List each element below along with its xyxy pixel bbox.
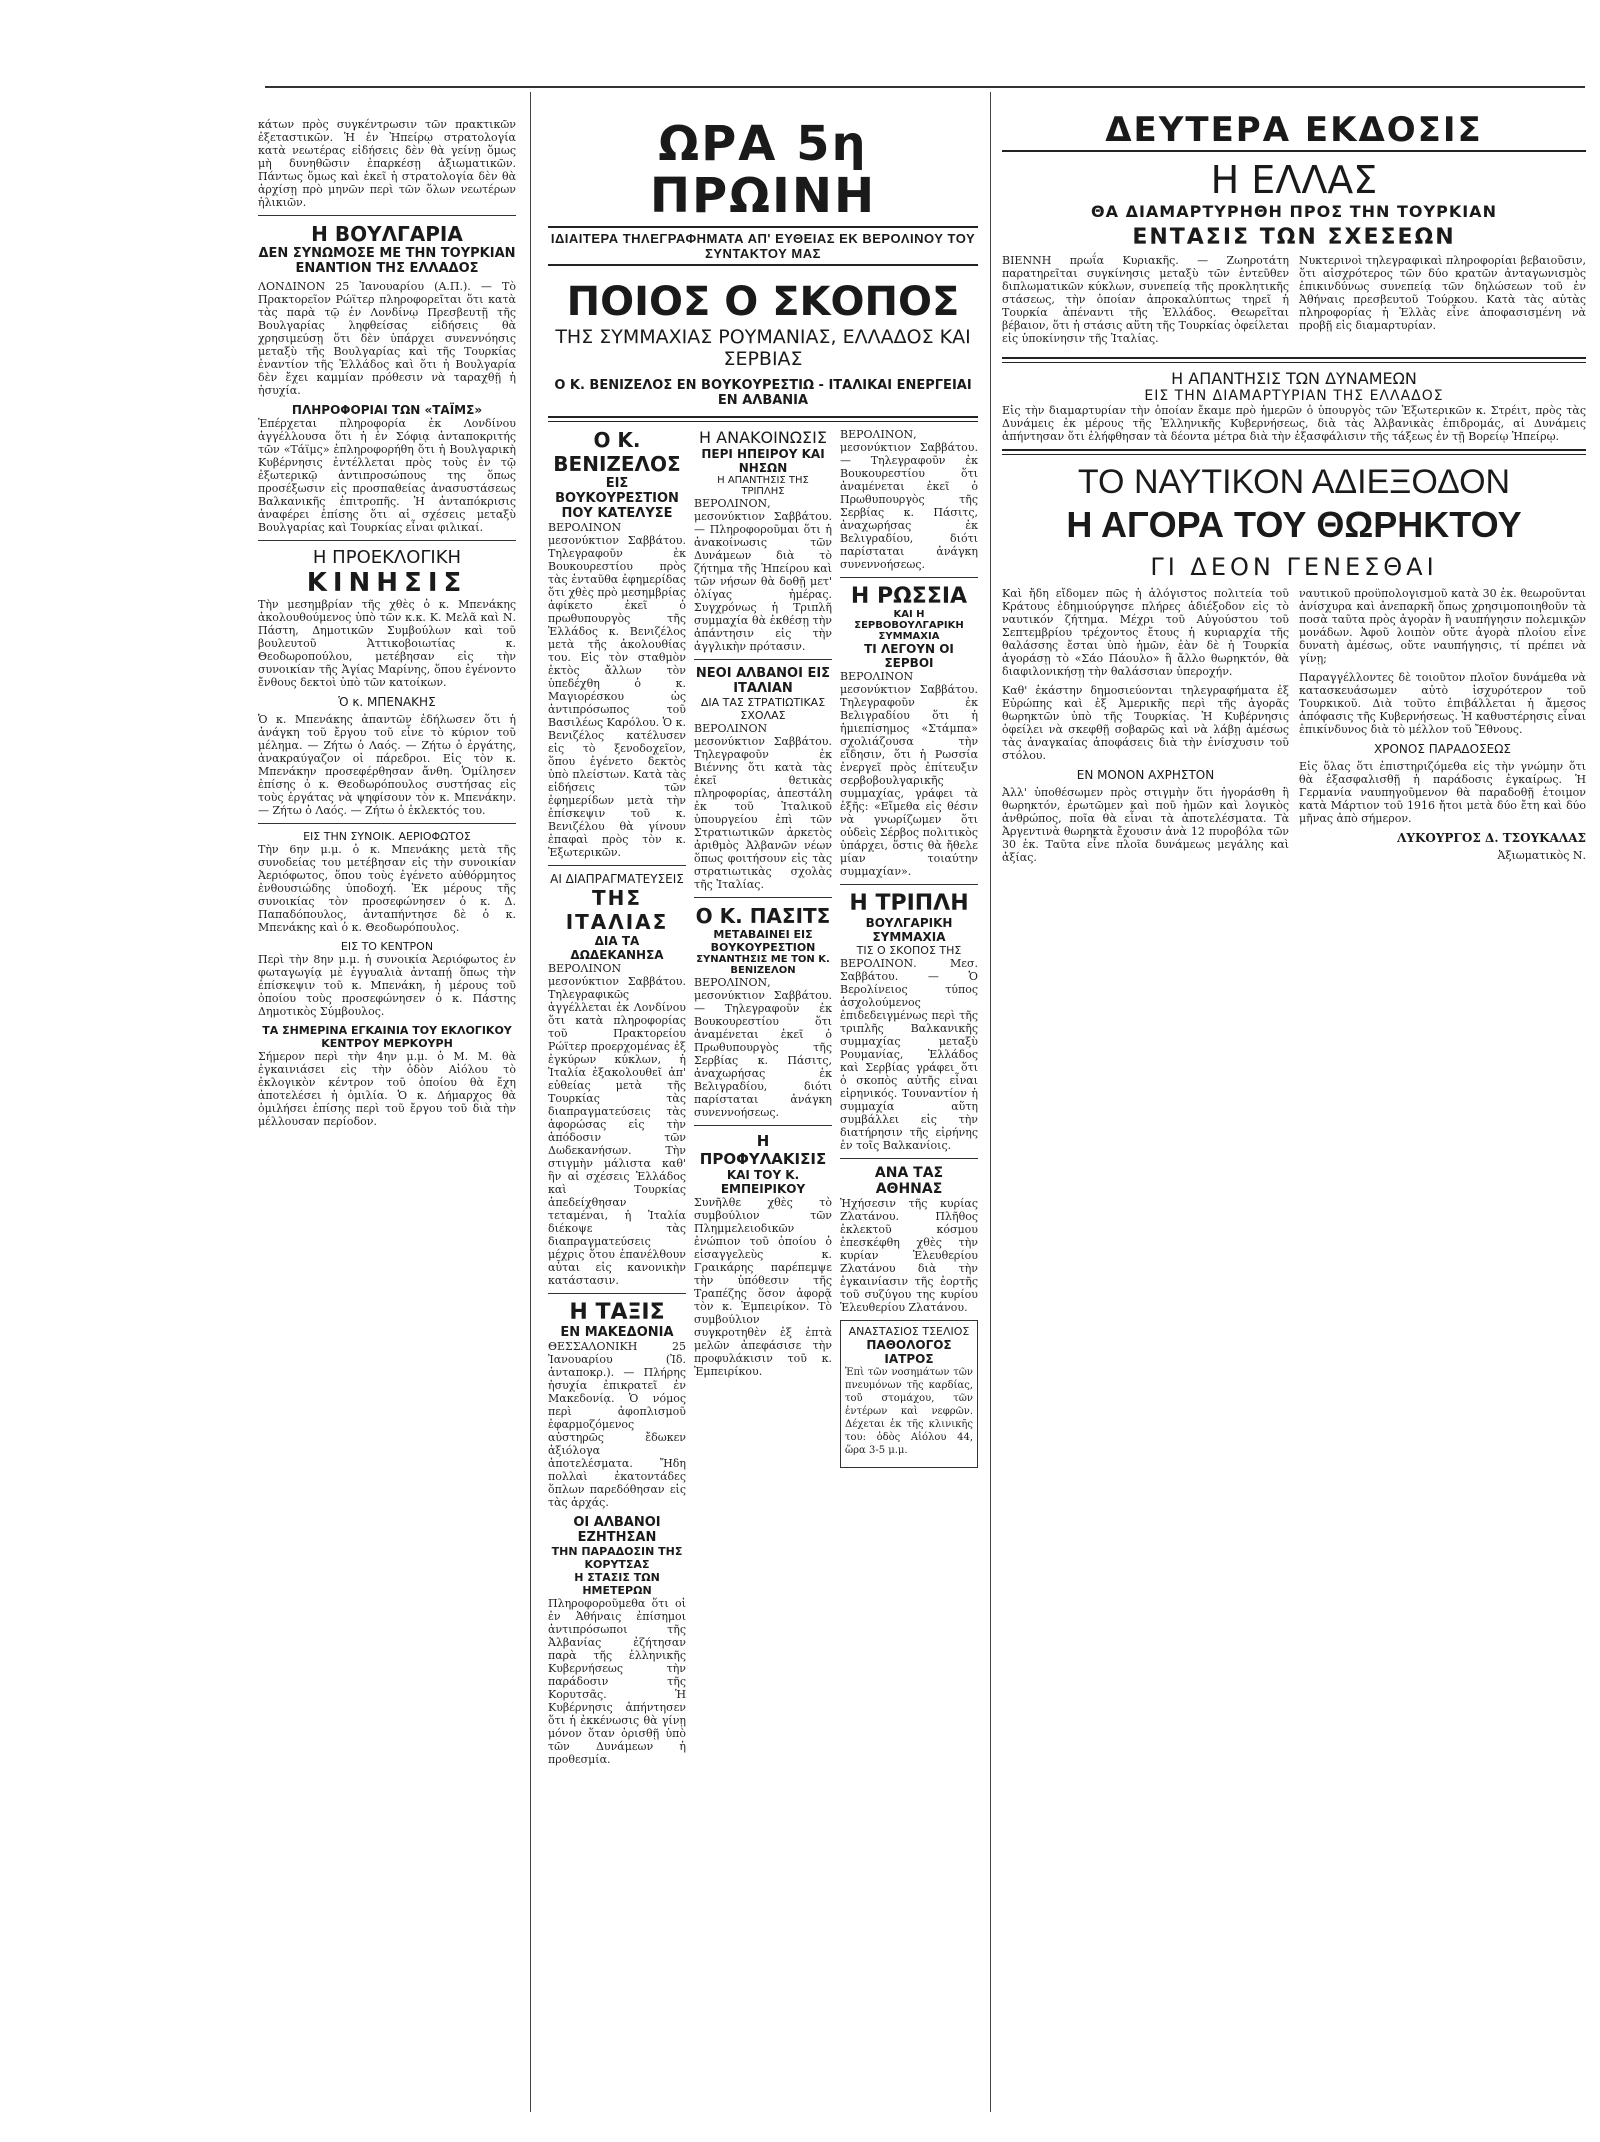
advert-title: ΠΑΘΟΛΟΓΟΣ ΙΑΤΡΟΣ: [866, 1338, 952, 1366]
article-body: Τὴν μεσημβρίαν τῆς χθὲς ὁ κ. Μπενάκης ἀκολουθούμενος ὑπὸ τῶν κ.κ. Κ. Μελᾶ καὶ Ν. Πάστη, Δημοτικῶν Συμβούλων καὶ τοῦ βουλευτοῦ Ἀττικοβοιωτίας κ. Θεοδωροπούλου, μετέβησαν εἰς τὴν συνοικίαν τῆς Ἁγίας Μαρίνης, ὅπου ἐγένοντο ἔνθους δεκτοὶ ὑπὸ τῶν κατοίκων.: [258, 598, 516, 689]
article-body: Νυκτερινοὶ τηλεγραφικαὶ πληροφορίαι βεβαιοῦσιν, ὅτι αἰσχρότερος τῶν δύο κρατῶν ἀνταγωνισμὸς ἐπικινδύνως συνεπείᾳ τῶν δηλώσεων τοῦ ἐν Ἀθήναις πρεσβευτοῦ Τούρκου. Κατὰ τὰς αὐτὰς πληροφορίας ἡ Ἑλλὰς εἶνε ἀποφασισμένη νὰ προβῇ εἰς διαμαρτυρίαν.: [1299, 254, 1586, 332]
article-body: Σήμερον περὶ τὴν 4ην μ.μ. ὁ Μ. Μ. θὰ ἐγκαινιάσει εἰς τὴν ὁδὸν Αἰόλου τὸ ἐκλογικὸν κέντρον τοῦ ὁποίου θὰ ἔχη ἀποτελέσει ἡ ὁμιλία. Ὁ κ. Δήμαρχος θὰ ὁμιλήσει ἐπίσης περὶ τοῦ ἔργου τοῦ διὰ τὴν μέλλουσαν περίοδον.: [258, 1050, 516, 1128]
subhead: ΘΑ ΔΙΑΜΑΡΤΥΡΗΘΗ ΠΡΟΣ ΤΗΝ ΤΟΥΡΚΙΑΝ: [1091, 202, 1497, 221]
article-body: Ἀλλ' ὑποθέσωμεν πρὸς στιγμὴν ὅτι ἠγοράσθη ἢ θωρηκτόν, ἐρωτῶμεν καὶ ποῦ ἡμῶν καὶ λογικὸς ἀνθρώπος, ποῖα θὰ εἶναι τὰ ἀποτελέσματα. Τὰ Ἀργεντινὰ θωρηκτὰ ἔχουσιν ἀνὰ 12 πυροβόλα τῶν 30 ἑκ. Ταῦτα εἶνε πλοῖα δυνάμεως μεγάλης καὶ ἀξίας.: [1002, 786, 1289, 864]
headline-italia: ΤΗΣ ΙΤΑΛΙΑΣ: [565, 886, 669, 934]
author-role: Ἀξιωματικὸς Ν.: [1497, 849, 1586, 862]
subhead: ΔΙΑ ΤΑ ΔΩΔΕΚΑΝΗΣΑ: [570, 934, 664, 962]
article-body: Τὴν 6ην μ.μ. ὁ κ. Μπενάκης μετὰ τῆς συνοδείας του μετέβησαν εἰς τὴν συνοικίαν Ἀεριόφωτος, ὅπου τοὺς ἐγένετο αὐθόρμητος ἐνθουσιώδης ὑποδοχή. Ἐκ μέρους τῆς συνοικίας τὸν προσεφώνησεν ὁ κ. Δ. Παπαδόπουλος, ἀνταπήντησε δὲ ὁ κ. Μπενάκης καὶ ὁ κ. Θεοδωρόπουλος.: [258, 843, 516, 934]
subcolumn: [840, 428, 978, 1772]
article-body: ΘΕΣΣΑΛΟΝΙΚΗ 25 Ἰανουαρίου (Ἰδ. ἀνταποκρ.). — Πλήρης ἡσυχία ἐπικρατεῖ ἐν Μακεδονίᾳ. Ὁ νόμος περὶ ἀφοπλισμοῦ ἐφαρμοζόμενος αὐστηρῶς ἔδωκεν ἀξιόλογα ἀποτελέσματα. Ἤδη πολλαὶ ἐκατοντάδες ὅπλων παρεδόθησαν εἰς τὰς ἀρχάς.: [548, 1340, 686, 1509]
headline-tripli: Η ΤΡΙΠΛΗ: [849, 891, 969, 916]
subhead: ΚΑΙ Η ΣΕΡΒΟΒΟΥΛΓΑΡΙΚΗ ΣΥΜΜΑΧΙΑ: [854, 609, 964, 642]
center-column: [548, 118, 978, 1772]
subhead: ΟΙ ΑΛΒΑΝΟΙ ΕΖΗΤΗΣΑΝ: [573, 1515, 661, 1545]
divider: [840, 1158, 978, 1159]
subhead: ΕΙΣ ΤΗΝ ΔΙΑΜΑΡΤΥΡΙΑΝ ΤΗΣ ΕΛΛΑΔΟΣ: [1144, 388, 1444, 404]
divider: [258, 823, 516, 824]
left-column: [258, 118, 516, 1134]
subhead: ΕΝ ΜΑΚΕΔΟΝΙΑ: [560, 1325, 674, 1340]
headline-profylaxis: Η ΠΡΟΦΥΛΑΚΙΣΙΣ: [699, 1132, 827, 1168]
article-body: ΒΕΡΟΛΙΝΟΝ. Μεσ. Σαββάτου. — Ὁ Βερολίνειος τύπος ἀσχολούμενος ἐπιδεδειγμένως περὶ τῆς τριπλῆς Βαλκανικῆς συμμαχίας μεταξὺ Ρουμανίας, Ἑλλάδος καὶ Σερβίας γράφει ὅτι ὁ σκοπὸς αὐτῆς εἶναι εἰρηνικός. Τουναντίον ἡ συμμαχία αὕτη συμβάλλει εἰς τὴν διατήρησιν τῆς εἰρήνης ἐν τοῖς Βαλκανίοις.: [840, 957, 978, 1152]
column-divider: [530, 92, 531, 2112]
article-body: ΒΕΡΟΛΙΝΟΝ, μεσονύκτιον Σαββάτου. — Τηλεγραφοῦν ἐκ Βουκουρεστίου ὅτι ἀναμένεται ἐκεῖ ὁ Πρωθυπουργὸς τῆς Σερβίας κ. Πάσιτς, ἀναχωρήσας ἐκ Βελιγραδίου, διότι παρίσταται ἀνάγκη συνεννοήσεως.: [840, 428, 978, 571]
subhead: ΠΛΗΡΟΦΟΡΙΑΙ ΤΩΝ «ΤΑΪΜΣ»: [291, 403, 483, 417]
headline-venizelos: Ο Κ. ΒΕΝΙΖΕΛΟΣ: [553, 428, 681, 476]
divider: [694, 1125, 832, 1126]
article-body: ΛΟΝΔΙΝΟΝ 25 Ἰανουαρίου (Α.Π.). — Τὸ Πρακτορεῖον Ρώϊτερ πληροφορεῖται ὅτι κατὰ τὰς παρὰ τῷ ἐν Λονδίνῳ Πρεσβευτῇ τῆς Βουλγαρίας ληφθείσας εἰδήσεις θὰ χρησιμεύσῃ ὅτι δὲν ὑπάρχει συνεννόησις μεταξὺ τῆς Βουλγαρίας καὶ τῆς Τουρκίας ἐναντίον τῆς Ἑλλάδος καὶ ὅτι ἡ Βουλγαρία δὲν ἔχει καμμίαν πρόθεσιν νὰ ταραχθῇ ἡ ἡσυχία.: [258, 280, 516, 397]
article-body: ΒΕΡΟΛΙΝΟΝ μεσονύκτιον Σαββάτου. Τηλεγραφοῦν ἐκ Βιέννης ὅτι κατὰ τὰς ἐκεῖ θετικὰς πληροφορίας, ἀπεστάλη ἐκ τοῦ Ἰταλικοῦ ὑπουργείου ἐπὶ τῶν Στρατιωτικῶν ἀρκετὸς ἀριθμὸς Ἀλβανῶν νέων ὅπως φοιτήσουν εἰς τὰς στρατιωτικὰς σχολὰς τῆς Ἰταλίας.: [694, 722, 832, 891]
subhead: ΠΕΡΙ ΗΠΕΙΡΟΥ ΚΑΙ ΝΗΣΩΝ: [701, 447, 825, 475]
advert-name: ΑΝΑΣΤΑΣΙΟΣ ΤΣΕΛΙΟΣ: [848, 1325, 970, 1338]
article-body: Παραγγέλλοντες δὲ τοιοῦτον πλοῖον δυνάμεθα νὰ κατασκευάσωμεν αὐτὸ ἰσχυρότερον τοῦ Τουρκικοῦ. Διὰ τοῦτο ἐπιβάλλεται ἡ ἄμεσος ἀπόφασις τῆς Κυβερνήσεως. Ἡ καθυστέρησις εἶναι ἐπικίνδυνος διὰ τὸ μέλλον τοῦ Ἔθνους.: [1299, 671, 1586, 736]
divider: [1002, 449, 1586, 455]
main-subhead: ΤΗΣ ΣΥΜΜΑΧΙΑΣ ΡΟΥΜΑΝΙΑΣ, ΕΛΛΑΔΟΣ ΚΑΙ ΣΕΡΒΙΑΣ: [555, 326, 971, 370]
divider: [258, 215, 516, 216]
subhead: ΕΝΤΑΣΙΣ ΤΩΝ ΣΧΕΣΕΩΝ: [1132, 225, 1456, 250]
article-body: Ἠχήσεσιν τῆς κυρίας Ζλατάνου. Πλῆθος ἐκλεκτοῦ κόσμου ἐπεσκέφθη χθὲς τὴν κυρίαν Ἑλευθερίου Ζλατάνου διὰ τὴν ἐγκαινίασιν τῆς ἑορτῆς τοῦ συζύγου της κυρίου Ἑλευθερίου Ζλατάνου.: [840, 1197, 978, 1314]
article-body: Ὁ κ. Μπενάκης ἀπαντῶν ἐδήλωσεν ὅτι ἡ ἀνάγκη τοῦ ἔργου τοῦ εἶνε τὸ κύριον τοῦ μέλημα. — Ζήτω ὁ Λαός. — Ζήτω ὁ ἐργάτης, ἀνακραύγαζον οἱ πάρεδροι. Εἰς τὸν κ. Μπενάκην προσεφέρθησαν ἄνθη. Ὁμίλησεν ἐπίσης ὁ κ. Θεοδωρόπουλος συστήσας εἰς τοὺς ἐργάτας νὰ ψηφίσουν τὸν κ. Μπενάκην. — Ζήτω ὁ Λαός. — Ζήτω ὁ ἐκλεκτός του.: [258, 713, 516, 817]
headline-kinisis: ΚΙΝΗΣΙΣ: [306, 568, 468, 598]
article-body: Εἰς ὅλας ὅτι ἐπιστηριζόμεθα εἰς τὴν γνώμην ὅτι θὰ ἐξασφαλισθῇ ἡ παράδοσις ἐγκαίρως. Ἡ Γερμανία ναυπηγοῦμενον θὰ παραδοθῇ ἑτοιμον κατὰ Μάρτιον τοῦ 1916 ἤτοι μετὰ δύο ἔτη καὶ δύο μῆνας ἀπὸ σήμερον.: [1299, 760, 1586, 825]
headline-thoriktou: Η ΑΓΟΡΑ ΤΟΥ ΘΩΡΗΚΤΟΥ: [1066, 504, 1522, 545]
subhead: ΤΙΣ Ο ΣΚΟΠΟΣ ΤΗΣ: [856, 944, 962, 957]
subhead: ΑΙ ΔΙΑΠΡΑΓΜΑΤΕΥΣΕΙΣ: [550, 872, 684, 886]
subhead: ΓΙ ΔΕΟΝ ΓΕΝΕΣΘΑΙ: [1150, 553, 1438, 581]
headline-anakoinosis: Η ΑΝΑΚΟΙΝΩΣΙΣ: [699, 428, 827, 447]
right-subcolumns: [1002, 587, 1586, 870]
divider: [694, 897, 832, 898]
divider: [258, 540, 516, 541]
masthead-rule: [265, 86, 1585, 88]
headline-ellas: Η ΕΛΛΑΣ: [1210, 158, 1378, 202]
divider: [548, 1293, 686, 1294]
divider: [548, 865, 686, 866]
subcolumn: [694, 428, 832, 1772]
banner-headline: ΩΡΑ 5η ΠΡΩΙΝΗ: [649, 118, 877, 224]
advert-box: [840, 1320, 978, 1468]
headline-neoi-alvanoi: ΝΕΟΙ ΑΛΒΑΝΟΙ ΕΙΣ ΙΤΑΛΙΑΝ: [695, 666, 831, 696]
divider: [694, 659, 832, 660]
advert-body: Ἐπὶ τῶν νοσημάτων τῶν πνευμόνων τῆς καρδίας, τοῦ στομάχου, τῶν ἐντέρων καὶ νεφρῶν. Δέχεται ἐκ τῆς κλινικῆς του: ὁδὸς Αἰόλου 44, ὥρα 3-5 μ.μ.: [845, 1367, 973, 1456]
subhead: ΤΗΝ ΠΑΡΑΔΟΣΙΝ ΤΗΣ ΚΟΡΥΤΣΑΣ: [551, 1545, 683, 1571]
article-body: ΒΕΡΟΛΙΝΟΝ μεσονύκτιον Σαββάτου. Τηλεγραφοῦν ἐκ Βελιγραδίου ὅτι ἡ ἡμιεπίσημος «Στάμπα» σχολιάζουσα τὴν εἴδησιν, ὅτι ἡ Ρωσσία ἐνεργεῖ πρὸς ἐπίτευξιν σερβοβουλγαρικῆς συμμαχίας, γράφει τὰ ἑξῆς: «Εἴμεθα εἰς θέσιν νὰ γνωρίζωμεν ὅτι οὐδεὶς Σέρβος πολιτικὸς ὑπάρχει, ὅστις θὰ ἤθελε μίαν τοιαύτην συμμαχίαν».: [840, 670, 978, 878]
article-body: Εἰς τὴν διαμαρτυρίαν τὴν ὁποίαν ἔκαμε πρὸ ἡμερῶν ὁ ὑπουργὸς τῶν Ἐξωτερικῶν κ. Στρέιτ, πρὸς τὰς Δυνάμεις ἐκ μέρους τῆς Ἑλληνικῆς Κυβερνήσεως, διὰ τὰς Ἀλβανικὰς ἐπιδρομάς, αἱ Δυνάμεις ἀπήντησαν ὅτι ἐλήφθησαν τὰ δέοντα μέτρα διὰ τὴν ἐξασφάλισιν τῆς τάξεως ἐν τῇ Βορείῳ Ἠπείρῳ.: [1002, 404, 1586, 443]
headline-pasits: Ο Κ. ΠΑΣΙΤΣ: [695, 904, 831, 928]
subhead: Η ΑΠΑΝΤΗΣΙΣ ΤΗΣ ΤΡΙΠΛΗΣ: [717, 475, 809, 497]
subhead: ΤΑ ΣΗΜΕΡΙΝΑ ΕΓΚΑΙΝΙΑ ΤΟΥ ΕΚΛΟΓΙΚΟΥ ΚΕΝΤΡΟΥ ΜΕΡΚΟΥΡΗ: [262, 1024, 512, 1050]
article-body: Συνῆλθε χθὲς τὸ συμβούλιον τῶν Πλημμελειοδικῶν ἐνώπιον τοῦ ὁποίου ὁ εἰσαγγελεὺς κ. Γραικάρης παρέπεμψε τὴν ὑπόθεσιν τῆς Τραπέζης ὅσον ἀφορᾷ τὸν κ. Ἐμπειρίκον. Τὸ συμβούλιον συγκροτηθὲν ἐξ ἑπτὰ μελῶν ἀπεφάσισε τὴν προφυλάκισιν τοῦ κ. Ἐμπειρίκου.: [694, 1196, 832, 1378]
right-subcolumns: [1002, 254, 1586, 351]
subhead: ΔΙΑ ΤΑΣ ΣΤΡΑΤΙΩΤΙΚΑΣ ΣΧΟΛΑΣ: [700, 696, 826, 722]
article-body: Περὶ τὴν 8ην μ.μ. ἡ συνοικία Ἀεριόφωτος ἐν φωταγωγίᾳ μὲ ἐγγυαλιὰ ἀνταπῄ ὅπως τὴν ἐπίσκεψιν τοῦ κ. Μπενάκη, ἡ μέρους τοῦ ὁποίου τοὺς προσεφώνησεν ὁ κ. Πάστης Δημοτικὸς Σύμβουλος.: [258, 953, 516, 1018]
article-body: ναυτικοῦ προϋπολογισμοῦ κατὰ 30 ἑκ. θεωροῦνται ἀνίσχυρα καὶ ἀνεπαρκῆ ὅπως χρησιμοποιηθοῦν τὰ ποσὰ ταῦτα πρὸς ἀγορὰν ἢ ναυπήγησιν πολεμικῶν μονάδων. Ἀφοῦ λοιπὸν οὔτε ἀγορὰ πλοίου εἶνε δυνατὴ ἀμέσως, οὔτε ναυπήγησις, τί πρέπει νὰ γίνῃ;: [1299, 587, 1586, 665]
headline-apantisis: Η ΑΠΑΝΤΗΣΙΣ ΤΩΝ ΔΥΝΑΜΕΩΝ: [1171, 369, 1417, 388]
article-body: ΒΕΡΟΛΙΝΟΝ μεσονύκτιον Σαββάτου. Τηλεγραφοῦν ἐκ Βουκουρεστίου πρὸς τὰς ἐνταῦθα ἐφημερίδας ὅτι χθὲς πρὸ μεσημβρίας ἀφίκετο ἐκεῖ ὁ πρωθυπουργὸς τῆς Ἑλλάδος κ. Βενιζέλος μετὰ τῆς ἀκολουθίας του. Εἰς τὸν σταθμὸν ἐκτὸς ἄλλων τὸν ὑπεδέχθη ὁ κ. Μαγιορέσκου ὡς ἀντιπρόσωπος τοῦ Βασιλέως Καρόλου. Ὁ κ. Βενιζέλος κατέλυσεν εἰς τὸ ξενοδοχεῖον, ὅπου ἐγένετο δεκτὸς ὑπὸ πλείστων. Κατὰ τὰς εἰδήσεις τῶν ἐφημερίδων μετὰ τὴν ἐπίσκεψιν τοῦ κ. Βενιζέλου θὰ γίνουν ἐπαφαὶ πρὸς τὸν κ. Ἐξωτερικῶν.: [548, 521, 687, 859]
subhead: ΔΕΝ ΣΥΝΩΜΟΣΕ ΜΕ ΤΗΝ ΤΟΥΡΚΙΑΝ: [258, 246, 516, 261]
subhead: ΣΥΝΑΝΤΗΣΙΣ ΜΕ ΤΟΝ Κ. ΒΕΝΙΖΕΛΟΝ: [696, 954, 830, 976]
column-divider: [990, 92, 991, 2112]
subhead: ΚΑΙ ΤΟΥ Κ. ΕΜΠΕΙΡΙΚΟΥ: [720, 1168, 806, 1196]
headline-taxis: Η ΤΑΞΙΣ: [569, 1300, 665, 1325]
article-body: ΒΙΕΝΝΗ πρωΐα Κυριακῆς. — Ζωηροτάτη παρατηρεῖται συγκίνησις μεταξὺ τῶν ἐντεῦθεν διπλωματικῶν κύκλων, συνεπείᾳ τῆς προκλητικῆς στάσεως, τὴν ὁποίαν ἀπροκαλύπτως τηρεῖ ἡ Τουρκία ἀπέναντι τῆς Ἑλλάδος. Θεωρεῖται βέβαιον, ὅτι ἡ στάσις αὕτη τῆς Τουρκίας ὀφείλεται εἰς ὑποκίνησιν τῆς Ἰταλίας.: [1002, 254, 1289, 345]
article-body: ΒΕΡΟΛΙΝΟΝ, μεσονύκτιον Σαββάτου. — Τηλεγραφοῦν ἐκ Βουκουρεστίου ὅτι ἀναμένεται ἐκεῖ ὁ Πρωθυπουργὸς τῆς Σερβίας κ. Πάσιτς, ἀναχωρήσας ἐκ Βελιγραδίου, διότι παρίσταται ἀνάγκη συνεννοήσεως.: [694, 976, 832, 1119]
subhead: ΕΝΑΝΤΙΟΝ ΤΗΣ ΕΛΛΑΔΟΣ: [295, 261, 479, 276]
subhead: ΕΝ ΜΟΝΟΝ ΑΧΡΗΣΤΟΝ: [1076, 768, 1215, 782]
article-body: Καὶ ἤδη εἴδομεν πῶς ἡ ἀλόγιστος πολιτεία τοῦ Κράτους ἐδημιούργησε πλήρες ἀδιέξοδον εἰς τὸ ναυτικόν ζήτημα. Μέχρι τοῦ Αὐγούστου τοῦ Σεπτεμβρίου τρέχοντος ἔτους ἡ κυριαρχία τῆς θαλάσσης ἔσται ὑπὸ ἡμῶν, ἐὰν δὲ ἡ Τουρκία ἀγοράσῃ τὸ «Σάο Πάουλο» ἢ ἄλλο θωρηκτόν, θὰ διαφιλονικήσῃ τὴν θαλάσσιαν ὑπεροχήν.: [1002, 587, 1289, 678]
headline-rossia: Η ΡΩΣΣΙΑ: [850, 584, 968, 609]
subhead: ΜΕΤΑΒΑΙΝΕΙ ΕΙΣ ΒΟΥΚΟΥΡΕΣΤΙΟΝ: [710, 928, 816, 954]
article-body: Καθ' ἑκάστην δημοσιεύονται τηλεγραφήματα ἐξ Εὐρώπης καὶ ἐξ Ἀμερικῆς περὶ τῆς ἀγορᾶς θωρηκτῶν ὑπὸ τῆς Τουρκίας. Ἡ Κυβέρνησις ὀφείλει νὰ σκεφθῇ σοβαρῶς καὶ νὰ λάβῃ ἀμέσως τὰς ἀναγκαίας ἀποφάσεις διὰ τὴν ἐνίσχυσιν τοῦ στόλου.: [1002, 684, 1289, 762]
subhead: Η ΣΤΑΣΙΣ ΤΩΝ ΗΜΕΤΕΡΩΝ: [574, 1571, 660, 1597]
subhead: ΧΡΟΝΟΣ ΠΑΡΑΔΟΣΕΩΣ: [1374, 742, 1511, 756]
article-body: Ἐπέρχεται πληροφορία ἐκ Λονδίνου ἀγγέλλουσα ὅτι ἡ ἐν Σόφιᾳ ἀνταποκριτής τῶν «Τάϊμς» ἐπληροφορήθη ὅτι ἡ Βουλγαρικὴ Κυβέρνησις ἐντέλλεται πρὸς τοὺς ἐν τῷ ἐξωτερικῷ ἀντιπροσώπους της ὅπως προσέξωσιν εἰς προσπαθείας ἀνασυστάσεως Βαλκανικῆς ἐπιτροπῆς. Ἡ ἀνταπόκρισις ἀναφέρει ἐπίσης ὅτι αἱ σχέσεις μεταξὺ Βουλγαρίας καὶ Τουρκίας εἶναι φιλικαί.: [258, 417, 516, 534]
headline-proeklogiki: Η ΠΡΟΕΚΛΟΓΙΚΗ: [312, 547, 462, 568]
center-subcolumns: [548, 428, 978, 1772]
subcolumn: [548, 428, 686, 1772]
article-fragment: κάτων πρὸς συγκέντρωσιν τῶν πρακτικῶν ἐξεταστικῶν. Ἡ ἐν Ἠπείρῳ στρατολογία κατὰ νεωτέρας εἰδήσεις δὲν θὰ γείνῃ ὅμως μὴ δυνηθῶσιν ἐπαρκέσῃ ἀξιωματικῶν. Πάντως ὅμως καὶ ἐκεῖ ἡ στρατολογία δὲν θὰ ἀρχίσῃ πρὸ μηνῶν περὶ τῶν ὅλων νεωτέρων ἡλικιῶν.: [258, 118, 516, 209]
main-deck: Ο Κ. ΒΕΝΙΖΕΛΟΣ ΕΝ ΒΟΥΚΟΥΡΕΣΤΙΩ - ΙΤΑΛΙΚΑΙ ΕΝΕΡΓΕΙΑΙ ΕΝ ΑΛΒΑΝΙΑ: [554, 378, 972, 408]
article-body: ΒΕΡΟΛΙΝΟΝ, μεσονύκτιον Σαββάτου. — Πληροφοροῦμαι ὅτι ἡ ἀνακοίνωσις τῶν Δυνάμεων διὰ τὸ ζήτημα τῆς Ἠπείρου καὶ τῶν νήσων θὰ δοθῇ μετ' ὀλίγας ἡμέρας. Συγχρόνως ἡ Τριπλῆ συμμαχία θὰ ἐκθέσῃ τὴν ἀπάντησιν εἰς τὴν ἀγγλικὴν πρότασιν.: [694, 497, 832, 653]
subhead: ΒΟΥΛΓΑΡΙΚΗ ΣΥΜΜΑΧΙΑ: [865, 916, 953, 944]
subhead: ΕΙΣ ΒΟΥΚΟΥΡΕΣΤΙΟΝ: [555, 476, 679, 506]
headline-bulgaria: Η ΒΟΥΛΓΑΡΙΑ: [311, 222, 463, 246]
subhead: ΕΙΣ ΤΗΝ ΣΥΝΟΙΚ. ΑΕΡΙΟΦΩΤΟΣ: [303, 830, 471, 843]
divider: [548, 416, 978, 422]
right-column: [1002, 110, 1586, 870]
article-body: ΒΕΡΟΛΙΝΟΝ μεσονύκτιον Σαββάτου. Τηλεγραφικῶς ἀγγέλλεται ἐκ Λονδίνου ὅτι κατὰ πληροφορίας τοῦ Πρακτορείου Ρώϊτερ προερχομένας ἐξ ἐγκύρων κύκλων, ἡ Ἰταλία ἐξακολουθεῖ ἀπ' εὐθείας μετὰ τῆς Τουρκίας τὰς διαπραγματεύσεις τὰς ἀφορώσας εἰς τὴν ἀπόδοσιν τῶν Δωδεκανήσων. Τὴν στιγμὴν μάλιστα καθ' ἣν αἱ σχέσεις Ἑλλάδος καὶ Τουρκίας ἀπεδείχθησαν τεταμέναι, ἡ Ἰταλία διέκοψε τὰς διαπραγματεύσεις μέχρις ὅτου ἐπανέλθουν αὗται εἰς κανονικὴν κατάστασιν.: [548, 962, 686, 1287]
divider: [1002, 357, 1586, 363]
subhead: ΤΙ ΛΕΓΟΥΝ ΟΙ ΣΕΡΒΟΙ: [864, 642, 954, 670]
strapline: ΙΔΙΑΙΤΕΡΑ ΤΗΛΕΓΡΑΦΗΜΑΤΑ ΑΠ' ΕΥΘΕΙΑΣ ΕΚ ΒΕΡΟΛΙΝΟΥ ΤΟΥ ΣΥΝΤΑΚΤΟΥ ΜΑΣ: [548, 226, 978, 266]
subhead: ΕΙΣ ΤΟ ΚΕΝΤΡΟΝ: [340, 940, 434, 953]
article-body: Πληροφοροῦμεθα ὅτι οἱ ἐν Ἀθήναις ἐπίσημοι ἀντιπρόσωποι τῆς Ἀλβανίας ἐζήτησαν παρὰ τῆς ἑλληνικῆς Κυβερνήσεως τὴν παράδοσιν τῆς Κορυτσᾶς. Ἡ Κυβέρνησις ἀπήντησεν ὅτι ἡ ἐκκένωσις θὰ γίνῃ μόνον ὅταν ὁρισθῇ ὑπὸ τῶν Δυνάμεων ἡ προθεσμία.: [548, 1597, 686, 1766]
divider: [840, 884, 978, 885]
main-headline: ΠΟΙΟΣ Ο ΣΚΟΠΟΣ: [566, 279, 960, 325]
headline-naftikon: ΤΟ ΝΑΥΤΙΚΟΝ ΑΔΙΕΞΟΔΟΝ: [1077, 463, 1511, 501]
subhead: Ὁ κ. ΜΠΕΝΑΚΗΣ: [338, 695, 436, 709]
subhead: ΠΟΥ ΚΑΤΕΛΥΣΕ: [561, 506, 673, 521]
headline-ana-tas-athinas: ΑΝΑ ΤΑΣ ΑΘΗΝΑΣ: [874, 1165, 944, 1197]
second-edition-banner: ΔΕΥΤΕΡΑ ΕΚΔΟΣΙΣ: [1002, 110, 1586, 152]
author-signature: ΛΥΚΟΥΡΓΟΣ Δ. ΤΣΟΥΚΑΛΑΣ: [1397, 831, 1586, 845]
divider: [840, 577, 978, 578]
